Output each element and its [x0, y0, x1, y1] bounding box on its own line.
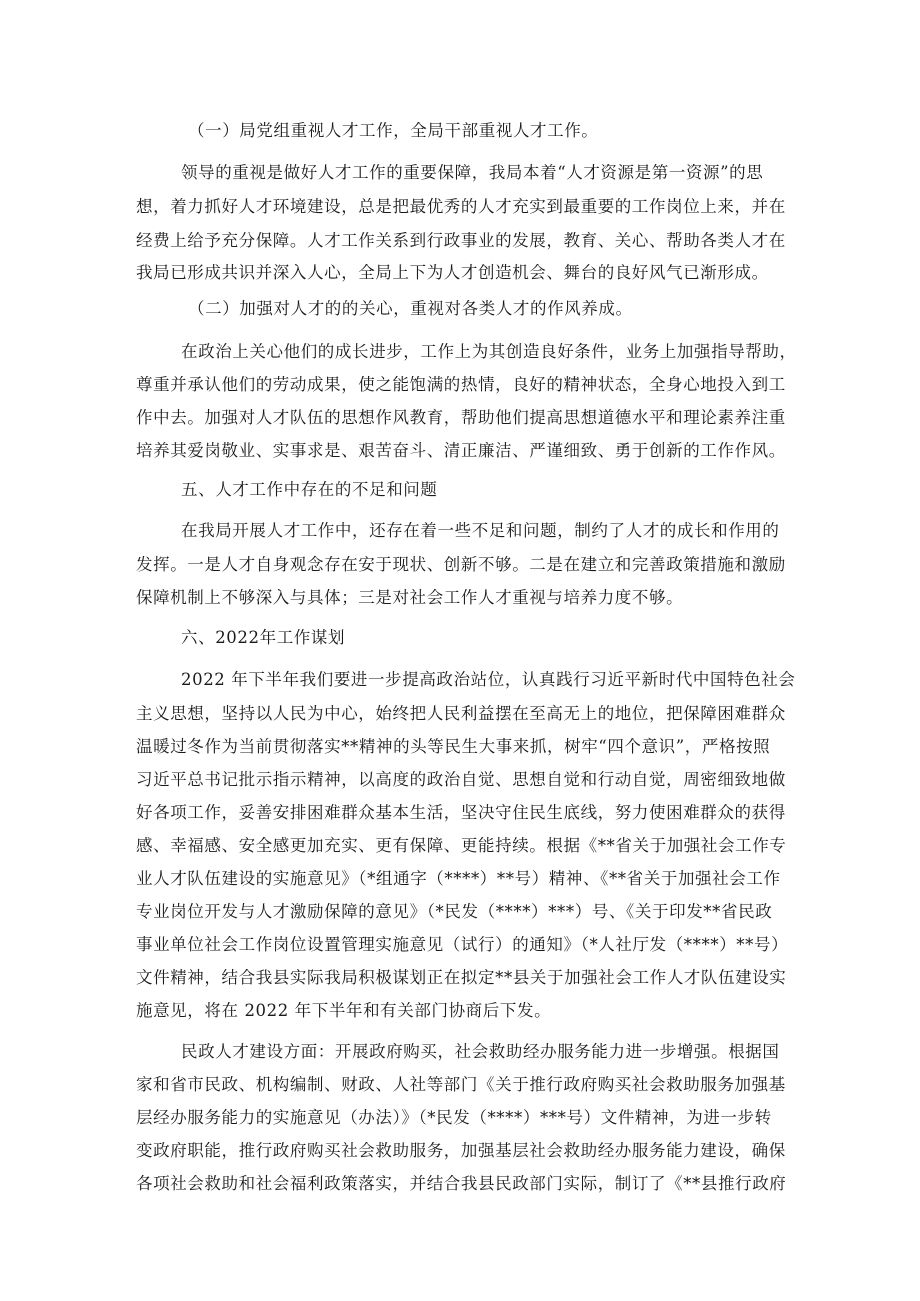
paragraph-line: 感、幸福感、安全感更加充实、更有保障、更能持续。根据《**省关于加强社会工作专 [136, 836, 787, 855]
paragraph-line: 事业单位社会工作岗位设置管理实施意见（试行）的通知》（*人社厅发（****）**号） [136, 935, 789, 954]
paragraph-line: 保障机制上不够深入与具体；三是对社会工作人才重视与培养力度不够。 [136, 588, 684, 607]
paragraph-line: 想，着力抓好人才环境建设，总是把最优秀的人才充实到最重要的工作岗位上来，并在 [136, 197, 786, 216]
paragraph-line: 施意见，将在 2022 年下半年和有关部门协商后下发。 [136, 1001, 552, 1020]
paragraph-line: 民政人才建设方面：开展政府购买，社会救助经办服务能力进一步增强。根据国 [181, 1042, 780, 1061]
paragraph-line: 层经办服务能力的实施意见（办法）》（*民发（****）***号）文件精神，为进一步转 [136, 1108, 772, 1127]
paragraph-line: 培养其爱岗敬业、实事求是、艰苦奋斗、清正廉洁、严谨细致、勇于创新的工作作风。 [136, 441, 786, 460]
section-heading-2: （二）加强对人才的的关心，重视对各类人才的作风养成。 [188, 299, 633, 318]
paragraph-line: 2022 年下半年我们要进一步提高政治站位，认真践行习近平新时代中国特色社会 [181, 670, 796, 689]
paragraph-line: 好各项工作，妥善安排困难群众基本生活，坚决守住民生底线，努力使困难群众的获得 [136, 803, 786, 822]
paragraph-line: 家和省市民政、机构编制、财政、人社等部门《关于推行政府购买社会救助服务加强基 [136, 1075, 786, 1094]
paragraph-line: 作中去。加强对人才队伍的思想作风教育，帮助他们提高思想道德水平和理论素养注重 [136, 408, 786, 427]
paragraph-line: 主义思想，坚持以人民为中心，始终把人民利益摆在至高无上的地位，把保障困难群众 [136, 704, 786, 723]
paragraph-line: 专业岗位开发与人才激励保障的意见》（*民发（****）***）号、《关于印发**省民政 [136, 902, 773, 921]
section-heading-5: 五、人才工作中存在的不足和问题 [181, 480, 438, 499]
paragraph-line: 在我局开展人才工作中，还存在着一些不足和问题，制约了人才的成长和作用的 [181, 521, 780, 540]
paragraph-line: 习近平总书记批示指示精神，以高度的政治自觉、思想自觉和行动自觉，周密细致地做 [136, 770, 786, 789]
paragraph-line: 在政治上关心他们的成长进步，工作上为其创造良好条件，业务上加强指导帮助， [181, 342, 797, 361]
paragraph-line: 尊重并承认他们的劳动成果，使之能饱满的热情，良好的精神状态，全身心地投入到工 [136, 375, 786, 394]
paragraph-line: 业人才队伍建设的实施意见》（*组通字（****）**号）精神、《**省关于加强社会工作 [136, 869, 781, 888]
paragraph-line: 文件精神，结合我县实际我局积极谋划正在拟定**县关于加强社会工作人才队伍建设实 [136, 968, 787, 987]
paragraph-line: 温暖过冬作为当前贯彻落实**精神的头等民生大事来抓，树牢“四个意识”，严格按照 [136, 737, 771, 756]
paragraph-line: 发挥。一是人才自身观念存在安于现状、创新不够。二是在建立和完善政策措施和激励 [136, 555, 786, 574]
paragraph-line: 各项社会救助和社会福利政策落实，并结合我县民政部门实际，制订了《**县推行政府 [136, 1174, 787, 1193]
section-heading-6: 六、2022年工作谋划 [181, 628, 346, 647]
section-heading-1: （一）局党组重视人才工作，全局干部重视人才工作。 [188, 121, 599, 140]
paragraph-line: 变政府职能，推行政府购买社会救助服务，加强基层社会救助经办服务能力建设，确保 [136, 1141, 786, 1160]
paragraph-line: 我局已形成共识并深入人心，全局上下为人才创造机会、舞台的良好风气已渐形成。 [136, 263, 769, 282]
paragraph-line: 经费上给予充分保障。人才工作关系到行政事业的发展，教育、关心、帮助各类人才在 [136, 231, 786, 250]
paragraph-line: 领导的重视是做好人才工作的重要保障，我局本着“人才资源是第一资源”的思 [181, 163, 764, 182]
